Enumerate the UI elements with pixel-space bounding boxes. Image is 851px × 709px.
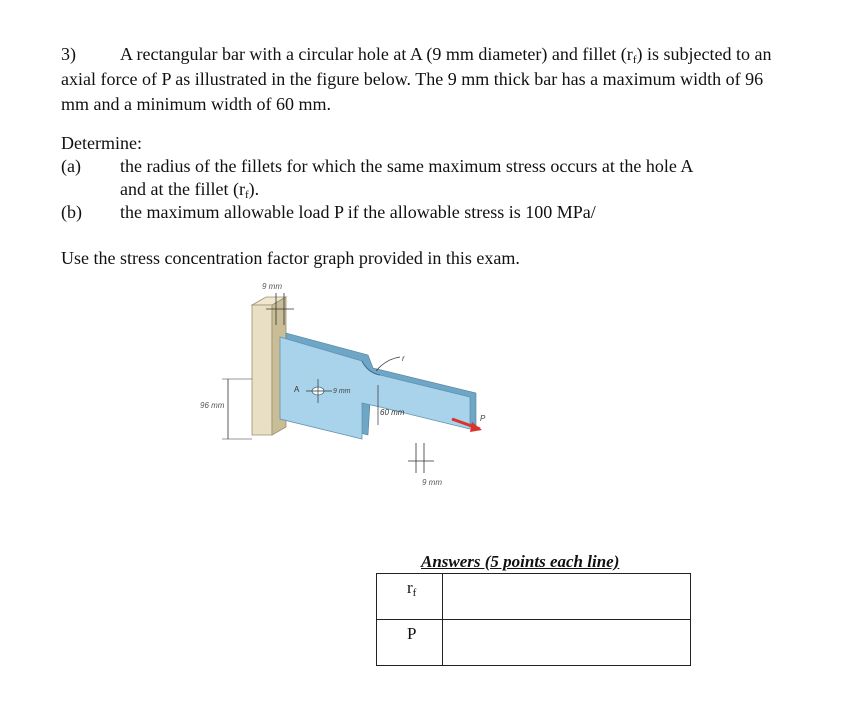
fillet-label: r	[402, 354, 405, 363]
determine-heading: Determine:	[61, 133, 142, 153]
answer-cell-p[interactable]	[443, 620, 691, 666]
hole-dim-label: 9 mm	[333, 388, 351, 395]
answers-table	[376, 573, 691, 666]
answer-label-rf	[377, 574, 443, 620]
min-width-label: 60 mm	[380, 408, 405, 417]
part-a-label: (a)	[61, 156, 81, 176]
problem-number: 3)	[61, 44, 76, 64]
part-a-line-1: the radius of the fillets for which the same maximum stress occurs at the hole A	[120, 156, 694, 176]
answer-label-rf-sub: f	[412, 587, 417, 599]
problem-line-1-text: A rectangular bar with a circular hole at A (9 mm diameter) and fillet (r	[120, 44, 633, 64]
answer-cell-rf[interactable]	[443, 574, 691, 620]
problem-line-1-tail: ) is subjected to an	[636, 44, 772, 64]
load-label: P	[480, 414, 486, 423]
problem-line-1-sub: f	[632, 54, 637, 66]
answers-title: Answers (5 points each line)	[421, 552, 620, 571]
top-thickness-label: 9 mm	[262, 282, 282, 291]
answer-label-rf-text: r	[407, 578, 413, 597]
answer-row-rf	[377, 574, 691, 620]
bar-figure	[190, 275, 510, 500]
part-a-line-2-text: and at the fillet (r	[120, 179, 245, 199]
part-a-line-2-sub: f	[244, 189, 249, 201]
part-a-line-2-tail: ).	[248, 179, 260, 199]
problem-line-2: axial force of P as illustrated in the figure below. The 9 mm thick bar has a maximum width of 96	[61, 69, 764, 89]
part-b-label: (b)	[61, 202, 82, 222]
problem-line-3: mm and a minimum width of 60 mm.	[61, 94, 331, 114]
max-width-label: 96 mm	[200, 401, 225, 410]
hole-label: A	[294, 385, 300, 394]
answer-row-p	[377, 620, 691, 666]
answer-label-p: P	[377, 620, 443, 666]
fillet-leader	[376, 357, 400, 371]
wall-front	[252, 305, 272, 435]
bottom-thickness-label: 9 mm	[422, 478, 442, 487]
part-b-line-1: the maximum allowable load P if the allowable stress is 100 MPa/	[120, 202, 596, 222]
instruction-text: Use the stress concentration factor graph provided in this exam.	[61, 248, 520, 268]
